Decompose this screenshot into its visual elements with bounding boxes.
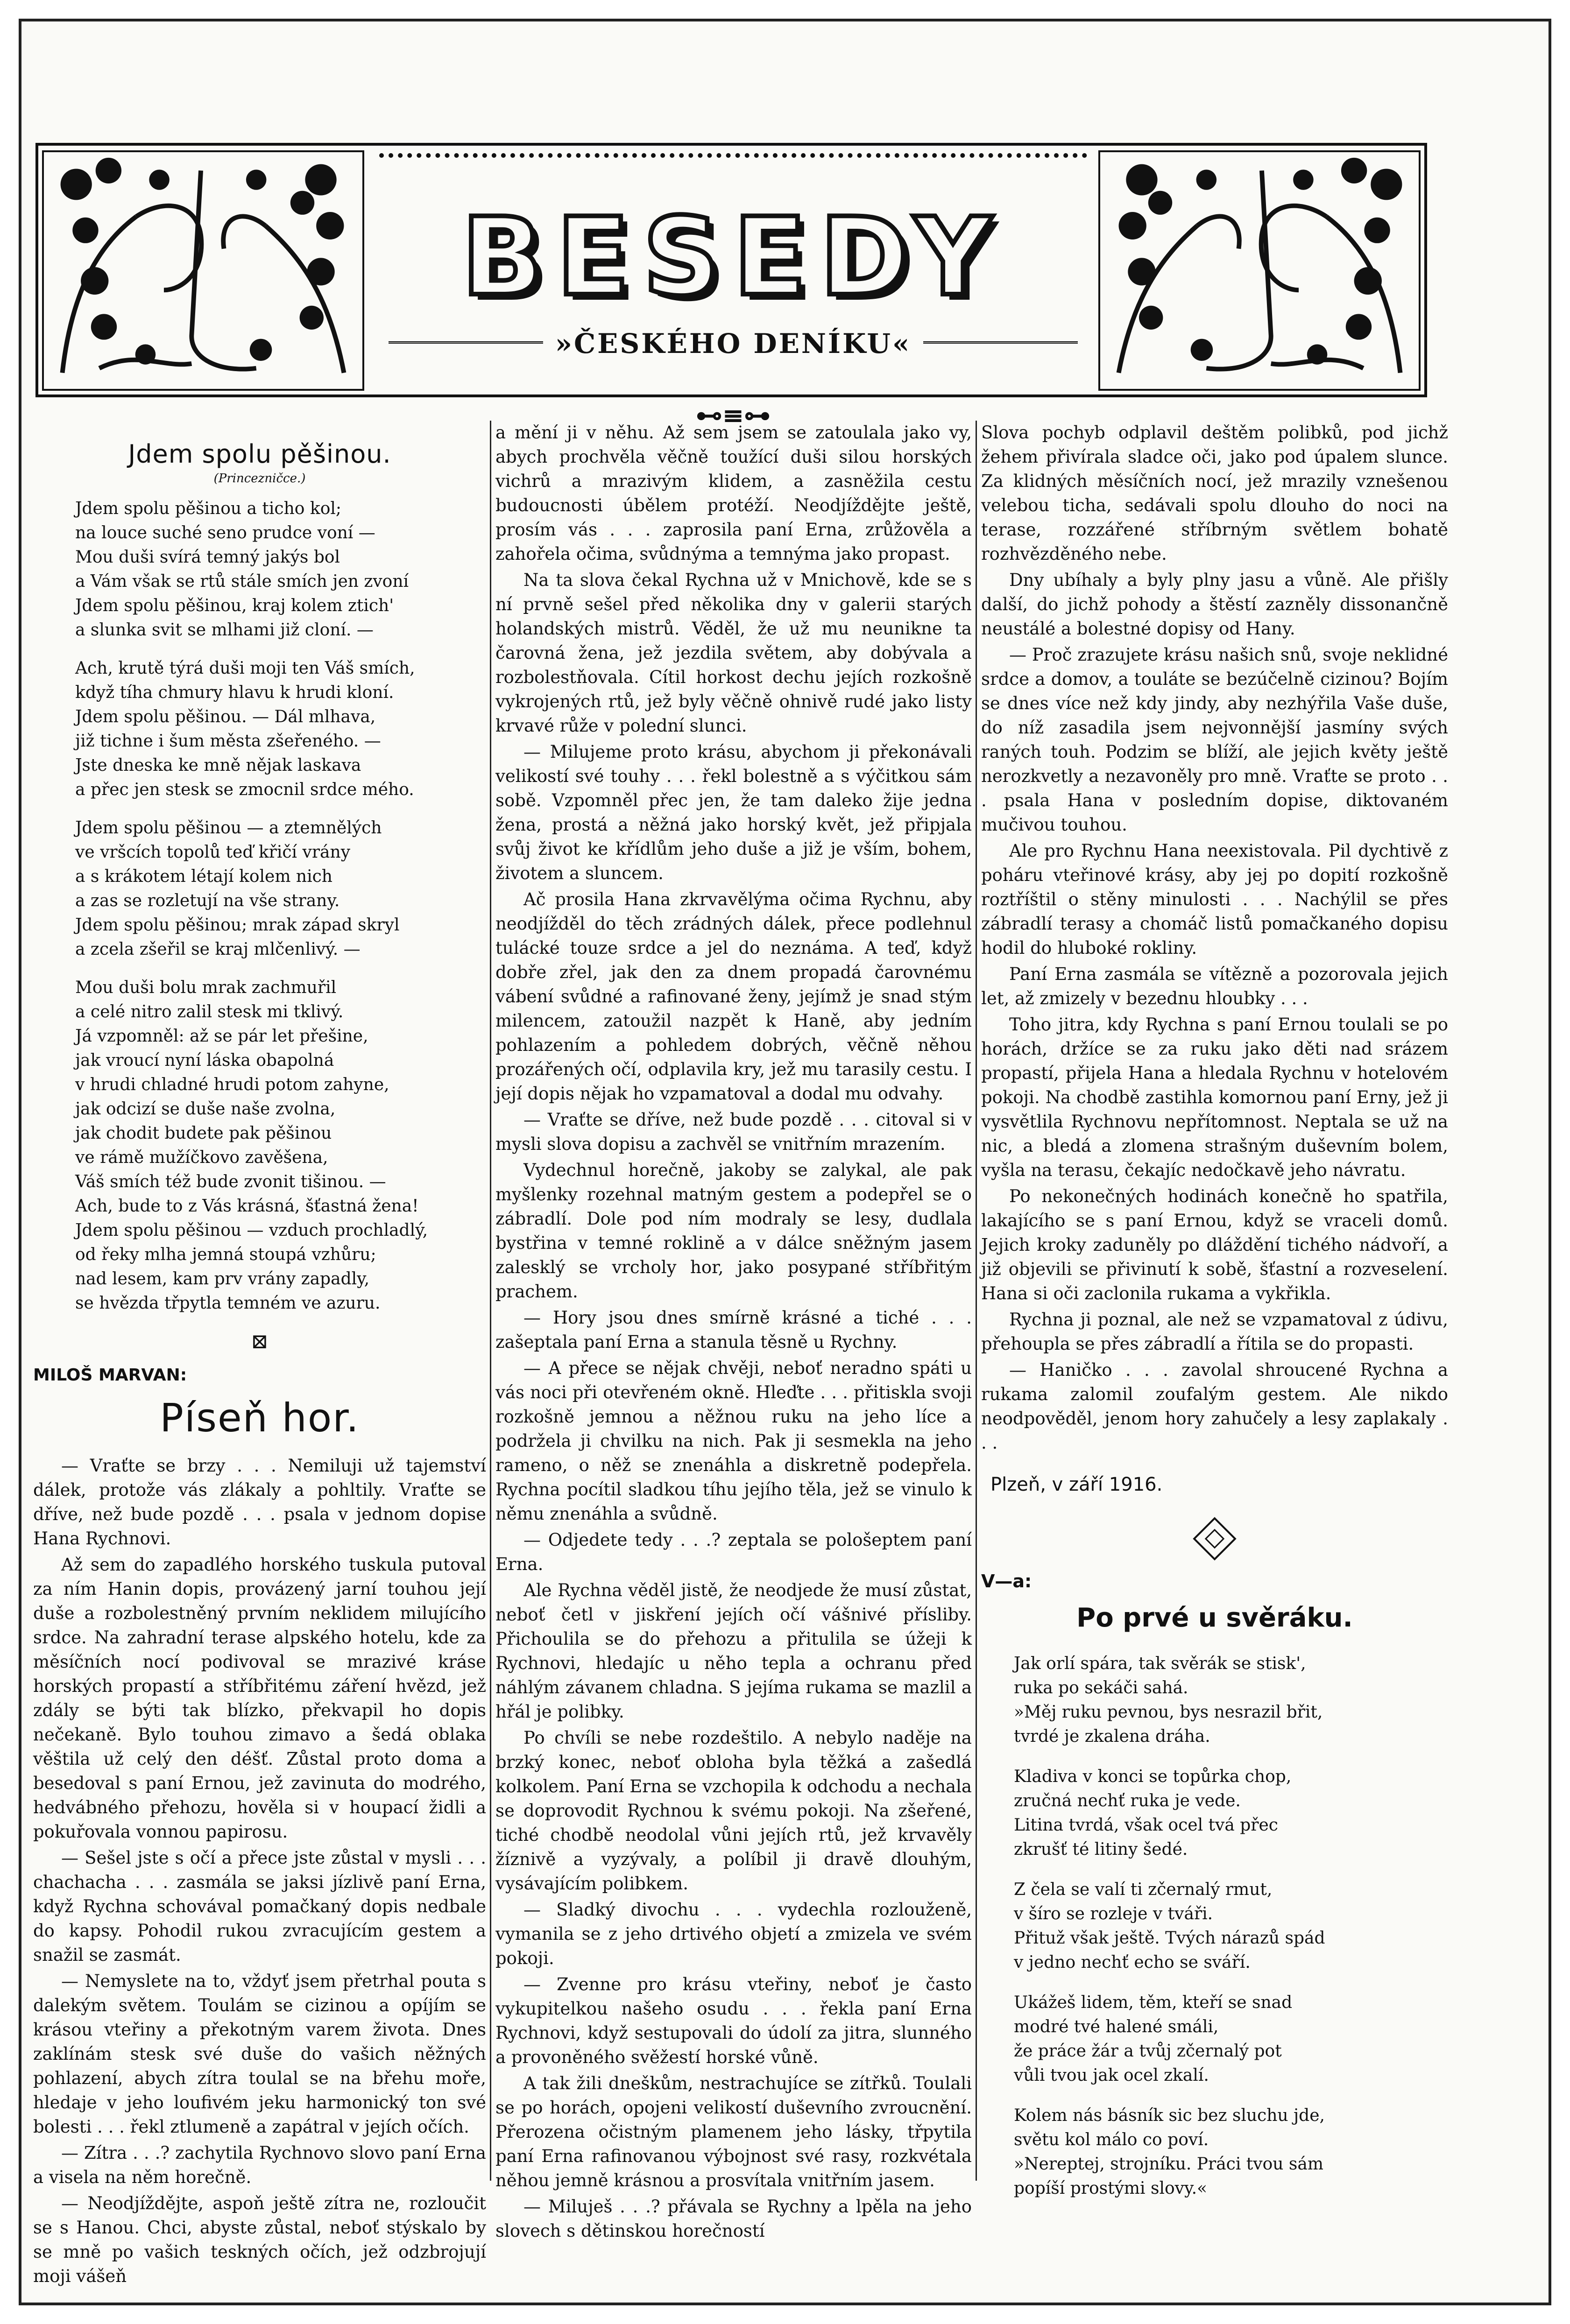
stanza — [1014, 1991, 1448, 2088]
verse-line: ruka po sekáči sahá. — [1014, 1678, 1188, 1697]
verse-line: vůli tvou jak ocel zkalí. — [1014, 2066, 1209, 2085]
verse-line: a slunka svit se mlhami již cloní. — — [75, 620, 374, 640]
verse-line: Váš smích též bude zvonit tišinou. — — [75, 1172, 386, 1191]
verse-line: již tichne i šum města zšeřeného. — — [75, 732, 381, 751]
verse-line: Kladiva v konci se topůrka chop, — [1014, 1767, 1292, 1786]
verse-line: když tíha chmury hlavu k hrudi kloní. — [75, 683, 394, 702]
verse-line: Jdem spolu pěšinou. — Dál mlhava, — [75, 707, 376, 726]
section-ornament-icon: ⊠ — [251, 1330, 269, 1353]
verse-line: Jak orlí spára, tak svěrák se stisk', — [1014, 1654, 1306, 1673]
verse-line: Mou duši svírá temný jakýs bol — [75, 548, 340, 567]
verse-line: Jdem spolu pěšinou, kraj kolem ztich' — [75, 596, 394, 615]
stanza — [1014, 1652, 1448, 1749]
stanza — [75, 656, 486, 802]
paragraph: — Zítra . . .? zachytila Rychnovo slovo paní Erna a visela na něm horečně. — [33, 2143, 486, 2187]
poem-author: V—a: — [981, 1571, 1032, 1592]
story-text — [33, 1454, 486, 2289]
verse-line: Ach, bude to z Vás krásná, šťastná žena! — [75, 1197, 419, 1216]
paragraph: Ač prosila Hana zkrvavělýma očima Rychnu, aby neodjížděl do těch zrádných dálek, přece podlehnul tulácké touze srdce a jel do neznáma. A teď, když dobře zřel, jak den za dnem propadá čarovnému vábení svůdné a rafinované ženy, jejímž je snad stým milencem, zatoužil nazpět k Haně, aby jedním pohlazením a pohledem dobrých, věčně něhou prozářených očí, odplavila kry, jež mu tarasily cestu. I její dopis nějak ho vzpamatoval a dodal mu odvahy. — [495, 889, 972, 1104]
paragraph: Dny ubíhaly a byly plny jasu a vůně. Ale přišly další, do jichž pohody a štěstí zazněly dissonančně neustálé a bolestné dopisy od Hany. — [981, 570, 1448, 639]
story-text — [495, 421, 972, 2243]
story-dateline: Plzeň, v září 1916. — [990, 1474, 1163, 1495]
verse-line: v šíro se rozleje v tváři. — [1014, 1904, 1213, 1923]
verse-line: Jdem spolu pěšinou — vzduch prochladlý, — [75, 1221, 428, 1240]
verse-line: Přituž však ještě. Tvých nárazů spád — [1014, 1929, 1325, 1948]
poem-body — [33, 497, 486, 1316]
column-divider — [976, 421, 977, 2181]
verse-line: jak vroucí nyní láska obapolná — [75, 1051, 334, 1070]
paragraph: Toho jitra, kdy Rychna s paní Ernou toulali se po horách, držíce se za ruku jako děti nad srázem propastí, přijela Hana a hledala Rychnu v hotelovém pokoji. Na chodbě zastihla komornou paní Erny, jež ji vysvětlila Rychnovu nepřítomnost. Neptala se už na nic, a bledá a zlomena strašným duševním bolem, vyšla na terasu, čekajíc nedočkavě jeho návratu. — [981, 1014, 1448, 1180]
paragraph: — Vraťte se dříve, než bude pozdě . . . citoval si v mysli slova dopisu a zachvěl se vnitřním mrazením. — [495, 1110, 972, 1154]
paragraph: — Sešel jste s očí a přece jste zůstal v mysli . . . chachacha . . . zasmála se jaksi jízlivě paní Erna, když Rychna schovával pomačkaný dopis nedbale do kapsy. Pohodil rukou zvracujícím gestem a snažil se zasmát. — [33, 1848, 486, 1965]
stanza — [1014, 1765, 1448, 1862]
story-author: MILOŠ MARVAN: — [33, 1366, 187, 1385]
paragraph: Paní Erna zasmála se vítězně a pozorovala jejich let, až zmizely v bezednu hloubky . . . — [981, 964, 1448, 1008]
verse-line: a zas se rozletují na vše strany. — [75, 891, 340, 910]
poem-title: Po prvé u svěráku. — [1076, 1603, 1353, 1633]
paragraph: — Nemyslete na to, vždyť jsem přetrhal pouta s dalekým světem. Toulám se cizinou a opíjím se krásou vteřiny a překotným varem života. Dnes zaklínám stesk své duše do vašich něžných pohlazení, abych zítra toulal se na břehu moře, hledaje v jeho loufivém jeku harmonický ton své bolesti . . . řekl ztlumeně a zapátral v jejích očích. — [33, 1971, 486, 2137]
paragraph: Vydechnul horečně, jakoby se zalykal, ale pak myšlenky rozehnal matným gestem a podepřel se o zábradlí. Dole pod ním modraly se lesy, dudlala bystřina v temné roklině a v dálce sněžným jasem zalesklý se vrcholy hor, jako posypané stříbřitým prachem. — [495, 1160, 972, 1302]
verse-line: Jste dneska ke mně nějak laskava — [75, 756, 361, 775]
paragraph: a mění ji v něhu. Až sem jsem se zatoulala jako vy, abych prochvěla věčně toužící duši silou horských vichrů a mrazivým klidem, a zasněžila cestu budoucnosti úbělem protéží. Neodjíždějte ještě, prosím vás . . . zaprosila paní Erna, zrůžověla a zahořela očima, svůdnýma a temnýma jako propast. — [495, 423, 972, 564]
stanza — [75, 816, 486, 962]
masthead-ornament-icon: ⊷≡⊶ — [696, 400, 771, 431]
verse-line: ve vršcích topolů teď křičí vrány — [75, 843, 351, 862]
verse-line: nad lesem, kam prv vrány zapadly, — [75, 1269, 370, 1289]
verse-line: tvrdé je zkalena dráha. — [1014, 1727, 1210, 1746]
paragraph: — Proč zrazujete krásu našich snů, svoje neklidné srdce a domov, a touláte se bezúčelně cizinou? Bojím se dnes více než kdy jindy, aby nezhýřila Vaše duše, do níž zasadila jsem nejvonnější jasmíny svých raných touh. Podzim se blíží, ale jejich květy ještě nerozkvetly a nezavoněly pro mně. Vraťte se proto . . . psala Hana v posledním dopise, diktovaném mučivou touhou. — [981, 645, 1448, 835]
verse-line: a zcela zšeřil se kraj mlčenlivý. — — [75, 940, 361, 959]
verse-line: a celé nitro zalil stesk mi tklivý. — [75, 1002, 344, 1021]
paragraph: Až sem do zapadlého horského tuskula putoval za ním Hanin dopis, provázený jarní touhou její duše a rozbolestněný prvním neklidem milujícího srdce. Na zahradní terase alpského hotelu, kde za měsíčních nocí podivoval se mrazivé kráse horských propastí a stříbřitému záření hvězd, jež zdály se býti tak blízko, překvapil ho dopis nečekaně. Bylo touhou zimavo a šedá oblaka věštila už celý den déšť. Zůstal proto doma a besedoval s paní Ernou, jež zavinuta do modrého, hedvábného přehozu, hověla si v houpací židli a pokuřovala vonnou papirosu. — [33, 1555, 486, 1842]
stanza — [1014, 1878, 1448, 1975]
paragraph: — Hory jsou dnes smírně krásné a tiché . . . zašeptala paní Erna a stanula těsně u Rychny. — [495, 1308, 972, 1352]
verse-line: Ach, krutě týrá duši moji ten Váš smích, — [75, 659, 415, 678]
verse-line: od řeky mlha jemná stoupá vzhůru; — [75, 1245, 376, 1264]
paragraph: — Vraťte se brzy . . . Nemiluji už tajemství dálek, protože vás zlákaly a pohltily. Vraťte se dříve, než bude pozdě . . . psala v jednom dopise Hana Rychnovi. — [33, 1456, 486, 1549]
section-ornament-icon — [1193, 1517, 1236, 1560]
column-2 — [495, 421, 972, 2245]
verse-line: se hvězda třpytla temném ve azuru. — [75, 1294, 381, 1313]
verse-line: Litina tvrdá, však ocel tvá přec — [1014, 1816, 1278, 1835]
paragraph: Po nekonečných hodinách konečně ho spatřila, lakajícího se s paní Ernou, když se vraceli domů. Jejich kroky zaduněly po dláždění tichého nádvoří, a již objevili se přivinutí k sobě, šťastní a rozveselení. Hana si oči zaclonila rukama a vykřikla. — [981, 1186, 1448, 1303]
verse-line: jak chodit budete pak pěšinou — [75, 1124, 332, 1143]
subtitle-row — [389, 328, 1078, 359]
story-title: Píseň hor. — [160, 1395, 360, 1441]
paragraph: Na ta slova čekal Rychna už v Mnichově, kde se s ní prvně sešel před několika dny v galerii starých holandských mistrů. Věděl, že už mu neunikne ta čarovná žena, jež jezdila světem, aby dobývala a rozbolestňovala. Cítil horkost dechu jejích rozkošně vykrojených rtů, jež byly věčně ohnivě rudé jako listy krvavé růže v polední slunci. — [495, 570, 972, 736]
verse-line: a s krákotem létají kolem nich — [75, 867, 332, 886]
paragraph: Slova pochyb odplavil deštěm polibků, pod jichž žehem přivírala sladce oči, jako pod úpalem slunce. Za klidných měsíčních nocí, jež mrazily vznešenou velebou ticha, sedávali spolu dlouho do noci na terase, rozzářené stříbrným světlem bohatě rozhvězděného nebe. — [981, 423, 1448, 564]
publication-title: BESEDY — [461, 195, 1005, 320]
poem-dedication: (Princezničce.) — [213, 472, 306, 486]
verse-line: a přec jen stesk se zmocnil srdce mého. — [75, 780, 414, 799]
verse-line: Jdem spolu pěšinou — a ztemnělých — [75, 818, 382, 838]
verse-line: zručná nechť ruka je vede. — [1014, 1791, 1241, 1810]
verse-line: v jedno nechť echo se sváří. — [1014, 1953, 1251, 1972]
floral-ornament-icon — [44, 152, 362, 389]
verse-line: modré tvé halené smáli, — [1014, 2017, 1219, 2036]
stanza — [1014, 2104, 1448, 2201]
paragraph: — Neodjíždějte, aspoň ještě zítra ne, rozloučit se s Hanou. Chci, abyste zůstal, neboť stýskalo by se mně po vašich teskných očích, jež odzbrojují moji vášeň — [33, 2193, 486, 2286]
paragraph: — Milujeme proto krásu, abychom ji překonávali velikostí své touhy . . . řekl bolestně a s výčitkou sám sobě. Vzpomněl přec jen, že tam daleko žije jedna žena, prostá a něžná jako horský květ, jež připjala svůj život ke křídlům jeho duše a již je vším, bohem, životem a sluncem. — [495, 742, 972, 883]
verse-line: jak odcizí se duše naše zvolna, — [75, 1099, 336, 1119]
poem-body — [981, 1652, 1448, 2201]
paragraph: — A přece se nějak chvěji, neboť neradno spáti u vás noci při otevřeném okně. Hleďte . . . přitiskla svoji rozkošně jemnou a něžnou ruku na jeho líce a podržela ji chvilku na nich. Pak ji sesmekla na jeho rameno, o něž se znenáhla a diskretně podepřela. Rychna pocítil sladkou tíhu jejího těla, jež se vinulo k němu znenáhla a svůdně. — [495, 1358, 972, 1524]
masthead-dotted-rule — [379, 153, 1087, 158]
verse-line: »Nereptej, strojníku. Práci tvou sám — [1014, 2155, 1323, 2174]
verse-line: »Měj ruku pevnou, bys nesrazil břit, — [1014, 1703, 1323, 1722]
paragraph: Rychna ji poznal, ale než se vzpamatoval z údivu, přehoupla se přes zábradlí a řítila se do propasti. — [981, 1310, 1448, 1354]
column-divider — [490, 421, 491, 2181]
paragraph: Po chvíli se nebe rozdeštilo. A nebylo naděje na brzký konec, neboť obloha byla těžká a zašedlá kolkolem. Paní Erna se vzchopila k odchodu a nechala se doprovodit Rychnou k svému pokoji. Na zšeřené, tiché chodbě neodolal vůni jejích rtů, jež krvavěly žíznivě a vyzývaly, a políbil ji dravě dlouhým, vysávajícím polibkem. — [495, 1728, 972, 1894]
publication-subtitle: »ČESKÉHO DENÍKU« — [555, 328, 912, 359]
story-text — [981, 421, 1448, 1455]
verse-line: zkrušť té litiny šedé. — [1014, 1840, 1188, 1859]
verse-line: Jdem spolu pěšinou; mrak západ skryl — [75, 916, 400, 935]
paragraph: Ale pro Rychnu Hana neexistovala. Pil dychtivě z poháru vteřinové krásy, aby jej po dopití rozkošně roztříštil o stěny minulosti . . . Nachýlil se přes zábradlí terasy a chomáč listů pomačkaného dopisu hodil do hluboké rokliny. — [981, 841, 1448, 958]
masthead — [35, 143, 1427, 431]
verse-line: popíší prostými slovy.« — [1014, 2179, 1208, 2198]
paragraph: A tak žili dneškům, nestrachujíce se zítřků. Toulali se po horách, opojeni velikostí duševního zvroucnění. Přerozena očistným plamenem jeho lásky, třpytila paní Erna rafinovanou výbojnost své rasy, rozkvétala něhou jemně krásnou a prosvítala vnitřním jasem. — [495, 2073, 972, 2190]
column-1 — [33, 421, 486, 2290]
verse-line: světu kol málo co poví. — [1014, 2130, 1209, 2149]
ornament-panel-right — [1098, 150, 1421, 391]
stanza — [75, 497, 486, 642]
paragraph: — Odjedete tedy . . .? zeptala se pološeptem paní Erna. — [495, 1530, 972, 1574]
rule-right — [923, 341, 1078, 346]
ornament-panel-left — [42, 150, 364, 391]
stanza — [75, 976, 486, 1316]
poem-title: Jdem spolu pěšinou. — [128, 439, 391, 469]
masthead-center — [370, 146, 1096, 431]
verse-line: ve rámě mužíčkovo zavěšena, — [75, 1148, 328, 1167]
verse-line: Mou duši bolu mrak zachmuřil — [75, 978, 337, 997]
verse-line: Ukážeš lidem, těm, kteří se snad — [1014, 1993, 1293, 2012]
paragraph: — Sladký divochu . . . vydechla rozlouženě, vymanila se z jeho drtivého objetí a zmizela ve svém pokoji. — [495, 1900, 972, 1968]
verse-line: a Vám však se rtů stále smích jen zvoní — [75, 572, 409, 591]
newspaper-page — [19, 19, 1551, 2305]
verse-line: v hrudi chladné hrudi potom zahyne, — [75, 1075, 389, 1094]
paragraph: Ale Rychna věděl jistě, že neodjede že musí zůstat, neboť četl v jiskření jejích očí vášnivé přísliby. Přichoulila se do přehozu a přitulila se úžeji k Rychnovi, hledajíc u něho tepla a ochranu před náhlým závanem chladna. S jejíma rukama se mazlil a hřál je polibky. — [495, 1580, 972, 1722]
verse-line: Kolem nás básník sic bez sluchu jde, — [1014, 2106, 1325, 2125]
rule-left — [389, 341, 543, 346]
verse-line: na louce suché seno prudce voní — — [75, 523, 375, 542]
verse-line: že práce žár a tvůj zčernalý pot — [1014, 2042, 1282, 2061]
verse-line: Já vzpomněl: až se pár let přešine, — [75, 1027, 368, 1046]
column-3 — [981, 421, 1448, 2217]
verse-line: Jdem spolu pěšinou a ticho kol; — [75, 499, 342, 518]
paragraph: — Zvenne pro krásu vteřiny, neboť je často vykupitelkou našeho osudu . . . řekla paní Erna Rychnovi, když sestupovali do údolí za jitra, slunného a provoněného svěžestí horské vůně. — [495, 1974, 972, 2067]
paragraph: — Haničko . . . zavolal shroucené Rychna a rukama zalomil zoufalým gestem. Ale nikdo neodpověděl, jenom hory zahučely a lesy zaplakaly . . . — [981, 1360, 1448, 1453]
paragraph: — Miluješ . . .? přávala se Rychny a lpěla na jeho slovech s dětinskou horečností — [495, 2197, 972, 2241]
verse-line: Z čela se valí ti zčernalý rmut, — [1014, 1880, 1273, 1899]
floral-ornament-icon — [1100, 152, 1419, 389]
